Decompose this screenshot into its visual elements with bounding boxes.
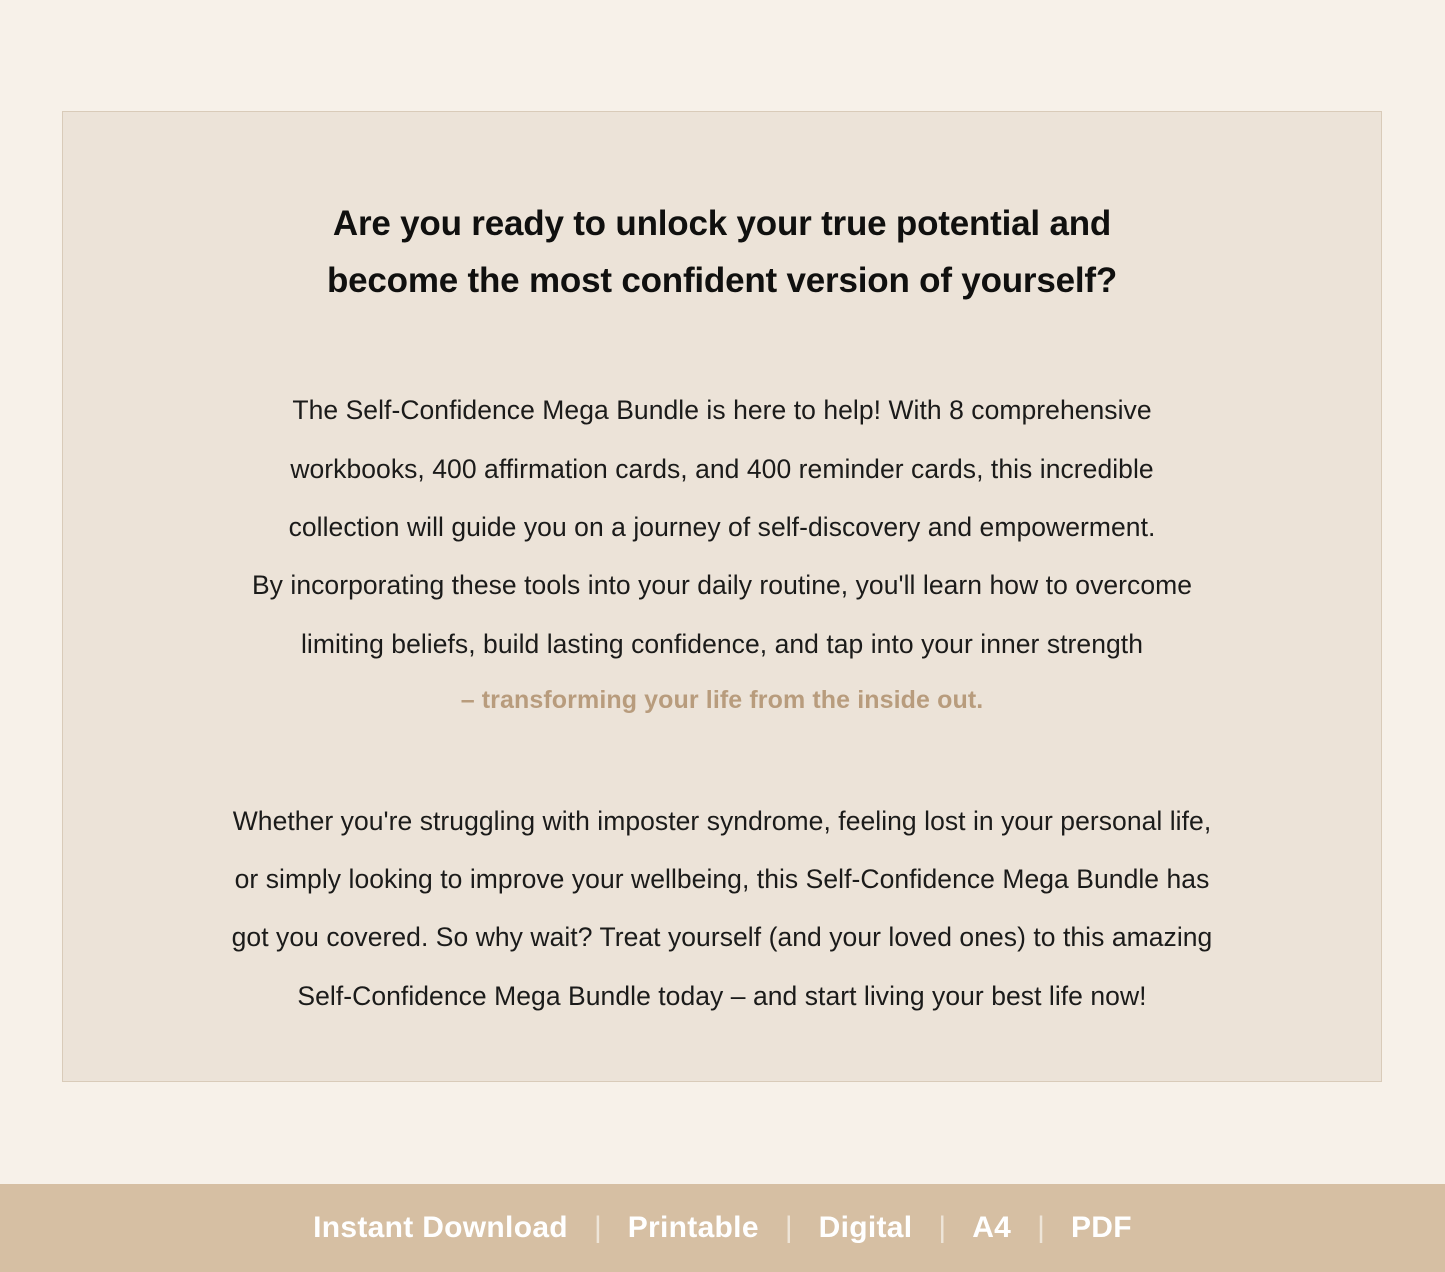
paragraph-1-text [137, 381, 1307, 727]
paragraph-2-line-2: or simply looking to improve your wellbeing, this Self-Confidence Mega Bundle has [234, 864, 1210, 895]
description-paragraph-2 [137, 792, 1307, 1025]
paragraph-2-text [137, 792, 1307, 1025]
paragraph-1-line-2: workbooks, 400 affirmation cards, and 400 reminder cards, this incredible [290, 453, 1154, 484]
paragraph-2-line-3: got you covered. So why wait? Treat yourself (and your loved ones) to this amazing [231, 922, 1213, 953]
page-title-line-2: become the most confident version of yourself? [326, 260, 1118, 300]
page-title [137, 196, 1307, 309]
paragraph-1-accent-line: – transforming your life from the inside out. [460, 685, 984, 714]
paragraph-1-line-1: The Self-Confidence Mega Bundle is here to help! With 8 comprehensive [292, 395, 1152, 426]
paragraph-1-line-4: By incorporating these tools into your daily routine, you'll learn how to overcome [251, 570, 1193, 601]
footer-item-a4: A4 [972, 1211, 1012, 1244]
paragraph-1-line-3: collection will guide you on a journey of self-discovery and empowerment. [288, 511, 1156, 542]
paragraph-spacer [137, 728, 1307, 792]
paragraph-1-line-5: limiting beliefs, build lasting confidence, and tap into your inner strength [301, 628, 1143, 659]
description-panel [62, 111, 1382, 1082]
page-title-line-1: Are you ready to unlock your true potential and [332, 204, 1112, 243]
description-panel-inner [63, 112, 1381, 1081]
footer-item-printable: Printable [627, 1211, 759, 1244]
paragraph-2-line-4: Self-Confidence Mega Bundle today – and start living your best life now! [297, 980, 1147, 1011]
description-paragraph-1 [137, 381, 1307, 727]
footer-separator-3: | [938, 1211, 947, 1244]
footer-attributes-bar [0, 1184, 1445, 1272]
footer-separator-4: | [1037, 1211, 1045, 1244]
paragraph-2-line-1: Whether you're struggling with imposter syndrome, feeling lost in your personal life, [232, 805, 1212, 836]
footer-separator-1: | [593, 1211, 602, 1244]
footer-item-pdf: PDF [1070, 1211, 1132, 1244]
footer-item-instant-download: Instant Download [313, 1211, 568, 1244]
footer-separator-2: | [784, 1211, 793, 1244]
footer-item-digital: Digital [818, 1211, 913, 1244]
